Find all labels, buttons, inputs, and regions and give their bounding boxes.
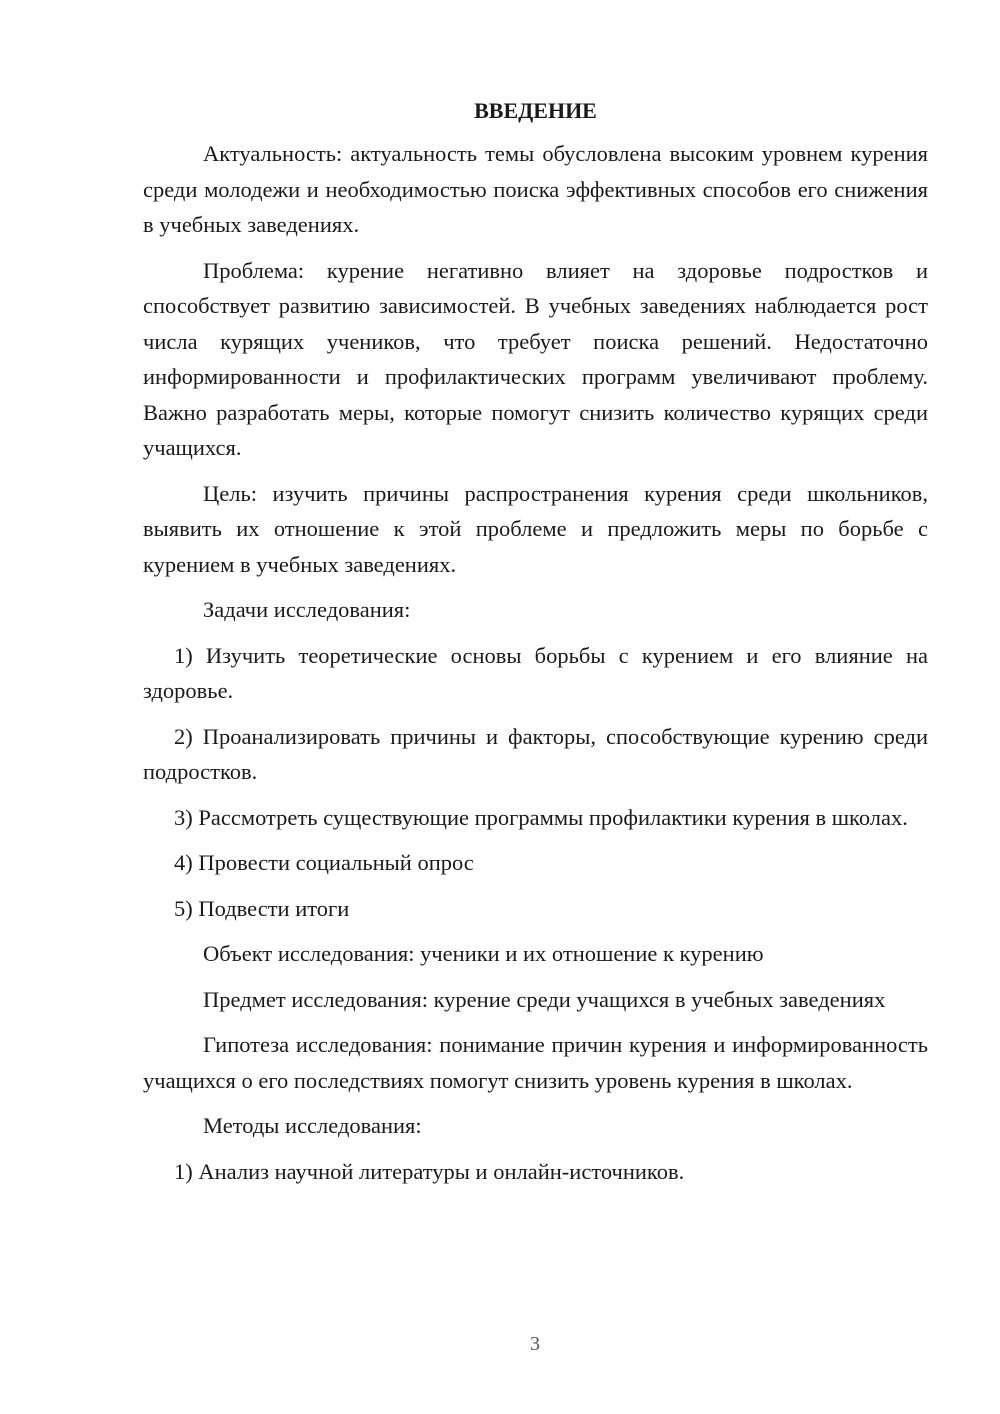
paragraph-object: Объект исследования: ученики и их отношение к курению bbox=[203, 941, 764, 966]
task-item-3: 3) Рассмотреть существующие программы профилактики курения в школах. bbox=[174, 804, 908, 830]
paragraph-relevance: Актуальность: актуальность темы обусловлена высоким уровнем курения среди молодежи и необходимостью поиска эффективных способов его снижения в учебных заведениях. bbox=[143, 141, 928, 237]
paragraph-tasks-title: Задачи исследования: bbox=[203, 597, 411, 622]
section-heading: ВВЕДЕНИЕ bbox=[474, 98, 597, 123]
task-item-4: 4) Провести социальный опрос bbox=[174, 850, 474, 875]
paragraph-hypothesis: Гипотеза исследования: понимание причин курения и информированность учащихся о его последствиях помогут снизить уровень курения в школах. bbox=[143, 1032, 928, 1093]
document-page bbox=[143, 96, 928, 1199]
paragraph-methods-title: Методы исследования: bbox=[203, 1113, 422, 1138]
method-item-1: 1) Анализ научной литературы и онлайн-источников. bbox=[174, 1158, 685, 1184]
paragraph-goal: Цель: изучить причины распространения курения среди школьников, выявить их отношение к этой проблеме и предложить меры по борьбе с курением в учебных заведениях. bbox=[143, 480, 928, 577]
page-number: 3 bbox=[530, 1333, 540, 1355]
task-item-1: 1) Изучить теоретические основы борьбы с курением и его влияние на здоровье. bbox=[143, 642, 928, 703]
paragraph-subject: Предмет исследования: курение среди учащихся в учебных заведениях bbox=[203, 986, 886, 1012]
task-item-5: 5) Подвести итоги bbox=[174, 895, 350, 921]
paragraph-problem: Проблема: курение негативно влияет на здоровье подростков и способствует развитию зависимостей. В учебных заведениях наблюдается рост числа курящих учеников, что требует поиска решений. Недостаточно информированности и профилактических программ увеличивают проблему. Важно разработать меры, которые помогут снизить количество курящих среди учащихся. bbox=[143, 257, 928, 460]
task-item-2: 2) Проанализировать причины и факторы, способствующие курению среди подростков. bbox=[143, 723, 928, 784]
